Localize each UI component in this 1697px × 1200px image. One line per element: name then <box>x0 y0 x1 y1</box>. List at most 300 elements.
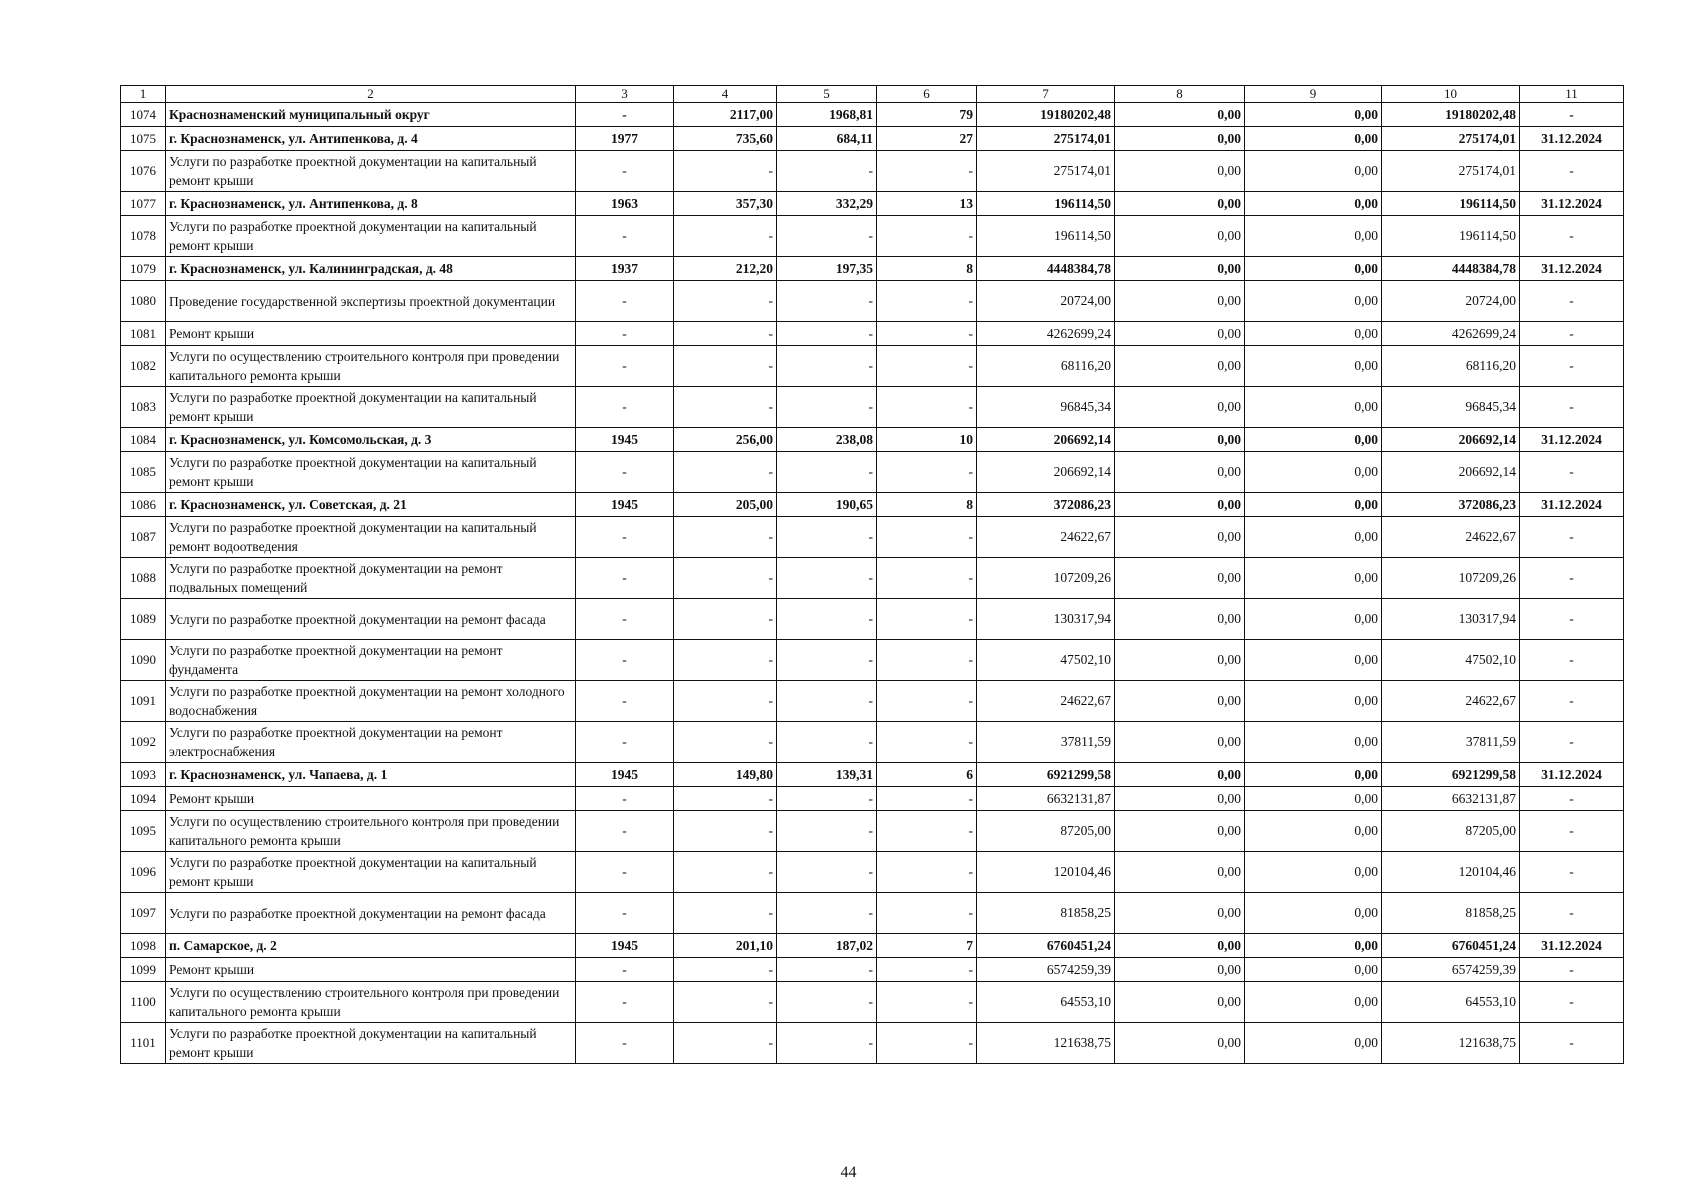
row-number: 1075 <box>121 127 166 151</box>
fund-cell: 0,00 <box>1115 493 1245 517</box>
budget-cell: 0,00 <box>1245 257 1382 281</box>
area-total-cell: - <box>674 322 777 346</box>
residents-cell: - <box>877 893 977 934</box>
cost-total-cell: 68116,20 <box>977 346 1115 387</box>
spacer-cell <box>1624 151 1666 192</box>
table-row <box>121 493 1666 517</box>
owners-funds-cell: 6760451,24 <box>1382 934 1520 958</box>
deadline-cell: 31.12.2024 <box>1520 763 1624 787</box>
budget-cell: 0,00 <box>1245 216 1382 257</box>
cost-total-cell: 20724,00 <box>977 281 1115 322</box>
spacer-cell <box>1624 722 1666 763</box>
owners-funds-cell: 196114,50 <box>1382 216 1520 257</box>
owners-funds-cell: 4448384,78 <box>1382 257 1520 281</box>
item-name: Услуги по осуществлению строительного контроля при проведении капитального ремонта крыши <box>166 982 576 1023</box>
spacer-cell <box>1624 127 1666 151</box>
table-row <box>121 982 1666 1023</box>
row-number: 1076 <box>121 151 166 192</box>
cost-total-cell: 47502,10 <box>977 640 1115 681</box>
year-cell: - <box>576 452 674 493</box>
item-name: Услуги по разработке проектной документации на ремонт подвальных помещений <box>166 558 576 599</box>
cost-total-cell: 6921299,58 <box>977 763 1115 787</box>
row-number: 1092 <box>121 722 166 763</box>
table-row <box>121 722 1666 763</box>
spacer-cell <box>1624 103 1666 127</box>
area-total-cell: - <box>674 958 777 982</box>
cost-total-cell: 206692,14 <box>977 452 1115 493</box>
residents-cell: - <box>877 346 977 387</box>
fund-cell: 0,00 <box>1115 599 1245 640</box>
owners-funds-cell: 196114,50 <box>1382 192 1520 216</box>
residents-cell: - <box>877 216 977 257</box>
owners-funds-cell: 24622,67 <box>1382 681 1520 722</box>
table-row <box>121 428 1666 452</box>
table-row <box>121 681 1666 722</box>
residents-cell: 8 <box>877 493 977 517</box>
deadline-cell: - <box>1520 640 1624 681</box>
budget-cell: 0,00 <box>1245 192 1382 216</box>
fund-cell: 0,00 <box>1115 640 1245 681</box>
area-living-cell: 332,29 <box>777 192 877 216</box>
row-number: 1099 <box>121 958 166 982</box>
year-cell: 1945 <box>576 763 674 787</box>
deadline-cell: - <box>1520 151 1624 192</box>
spacer-cell <box>1624 893 1666 934</box>
fund-cell: 0,00 <box>1115 893 1245 934</box>
residents-cell: - <box>877 599 977 640</box>
fund-cell: 0,00 <box>1115 811 1245 852</box>
area-total-cell: 735,60 <box>674 127 777 151</box>
deadline-cell: 31.12.2024 <box>1520 428 1624 452</box>
fund-cell: 0,00 <box>1115 322 1245 346</box>
area-living-cell: - <box>777 216 877 257</box>
year-cell: - <box>576 681 674 722</box>
item-name: г. Краснознаменск, ул. Комсомольская, д. 3 <box>166 428 576 452</box>
table-row <box>121 103 1666 127</box>
cost-total-cell: 37811,59 <box>977 722 1115 763</box>
header-cell: 9 <box>1245 86 1382 103</box>
fund-cell: 0,00 <box>1115 958 1245 982</box>
item-name: Услуги по разработке проектной документации на капитальный ремонт крыши <box>166 452 576 493</box>
year-cell: - <box>576 958 674 982</box>
owners-funds-cell: 372086,23 <box>1382 493 1520 517</box>
owners-funds-cell: 47502,10 <box>1382 640 1520 681</box>
area-living-cell: - <box>777 958 877 982</box>
table-row <box>121 452 1666 493</box>
area-total-cell: - <box>674 722 777 763</box>
area-total-cell: - <box>674 281 777 322</box>
spacer-cell <box>1624 452 1666 493</box>
residents-cell: - <box>877 787 977 811</box>
fund-cell: 0,00 <box>1115 216 1245 257</box>
cost-total-cell: 130317,94 <box>977 599 1115 640</box>
table-row <box>121 517 1666 558</box>
residents-cell: - <box>877 452 977 493</box>
row-number: 1089 <box>121 599 166 640</box>
budget-cell: 0,00 <box>1245 681 1382 722</box>
item-name: Услуги по разработке проектной документации на капитальный ремонт водоотведения <box>166 517 576 558</box>
area-total-cell: - <box>674 452 777 493</box>
residents-cell: - <box>877 1023 977 1064</box>
header-cell: 5 <box>777 86 877 103</box>
fund-cell: 0,00 <box>1115 787 1245 811</box>
owners-funds-cell: 121638,75 <box>1382 1023 1520 1064</box>
cost-total-cell: 206692,14 <box>977 428 1115 452</box>
year-cell: - <box>576 811 674 852</box>
deadline-cell: - <box>1520 322 1624 346</box>
deadline-cell: - <box>1520 103 1624 127</box>
area-total-cell: - <box>674 852 777 893</box>
deadline-cell: - <box>1520 893 1624 934</box>
residents-cell: 8 <box>877 257 977 281</box>
area-living-cell: - <box>777 722 877 763</box>
budget-cell: 0,00 <box>1245 852 1382 893</box>
year-cell: 1963 <box>576 192 674 216</box>
row-number: 1081 <box>121 322 166 346</box>
residents-cell: - <box>877 958 977 982</box>
owners-funds-cell: 120104,46 <box>1382 852 1520 893</box>
residents-cell: 13 <box>877 192 977 216</box>
item-name: Ремонт крыши <box>166 958 576 982</box>
year-cell: - <box>576 151 674 192</box>
owners-funds-cell: 96845,34 <box>1382 387 1520 428</box>
deadline-cell: - <box>1520 599 1624 640</box>
budget-cell: 0,00 <box>1245 558 1382 599</box>
table-row <box>121 387 1666 428</box>
cost-total-cell: 275174,01 <box>977 127 1115 151</box>
item-name: г. Краснознаменск, ул. Антипенкова, д. 8 <box>166 192 576 216</box>
area-total-cell: - <box>674 599 777 640</box>
deadline-cell: - <box>1520 387 1624 428</box>
deadline-cell: - <box>1520 787 1624 811</box>
cost-total-cell: 6632131,87 <box>977 787 1115 811</box>
spacer-cell <box>1624 493 1666 517</box>
fund-cell: 0,00 <box>1115 127 1245 151</box>
area-living-cell: - <box>777 787 877 811</box>
fund-cell: 0,00 <box>1115 517 1245 558</box>
year-cell: - <box>576 640 674 681</box>
area-living-cell: - <box>777 517 877 558</box>
area-living-cell: - <box>777 322 877 346</box>
spacer-cell <box>1624 852 1666 893</box>
residents-cell: - <box>877 281 977 322</box>
item-name: Проведение государственной экспертизы проектной документации <box>166 281 576 322</box>
cost-total-cell: 196114,50 <box>977 216 1115 257</box>
header-cell: 6 <box>877 86 977 103</box>
header-cell: 2 <box>166 86 576 103</box>
fund-cell: 0,00 <box>1115 192 1245 216</box>
deadline-cell: - <box>1520 558 1624 599</box>
row-number: 1083 <box>121 387 166 428</box>
spacer-cell <box>1624 599 1666 640</box>
deadline-cell: - <box>1520 722 1624 763</box>
header-cell: 3 <box>576 86 674 103</box>
budget-cell: 0,00 <box>1245 811 1382 852</box>
cost-total-cell: 24622,67 <box>977 681 1115 722</box>
area-living-cell: - <box>777 599 877 640</box>
residents-cell: 27 <box>877 127 977 151</box>
deadline-cell: - <box>1520 1023 1624 1064</box>
owners-funds-cell: 81858,25 <box>1382 893 1520 934</box>
spacer-cell <box>1624 1023 1666 1064</box>
table-row <box>121 934 1666 958</box>
table-row <box>121 763 1666 787</box>
spacer-cell <box>1624 763 1666 787</box>
row-number: 1079 <box>121 257 166 281</box>
row-number: 1101 <box>121 1023 166 1064</box>
spacer-cell <box>1624 346 1666 387</box>
table-row <box>121 893 1666 934</box>
budget-cell: 0,00 <box>1245 452 1382 493</box>
row-number: 1097 <box>121 893 166 934</box>
item-name: Услуги по осуществлению строительного контроля при проведении капитального ремонта крыши <box>166 811 576 852</box>
year-cell: - <box>576 982 674 1023</box>
owners-funds-cell: 6921299,58 <box>1382 763 1520 787</box>
header-cell: 10 <box>1382 86 1520 103</box>
item-name: Услуги по разработке проектной документации на капитальный ремонт крыши <box>166 387 576 428</box>
table-row <box>121 958 1666 982</box>
residents-cell: - <box>877 387 977 428</box>
cost-total-cell: 121638,75 <box>977 1023 1115 1064</box>
row-number: 1084 <box>121 428 166 452</box>
year-cell: - <box>576 103 674 127</box>
header-cell: 8 <box>1115 86 1245 103</box>
area-total-cell: - <box>674 151 777 192</box>
budget-cell: 0,00 <box>1245 151 1382 192</box>
table-row <box>121 192 1666 216</box>
area-total-cell: - <box>674 1023 777 1064</box>
year-cell: - <box>576 787 674 811</box>
year-cell: - <box>576 322 674 346</box>
deadline-cell: - <box>1520 852 1624 893</box>
row-number: 1094 <box>121 787 166 811</box>
deadline-cell: - <box>1520 281 1624 322</box>
row-number: 1091 <box>121 681 166 722</box>
budget-cell: 0,00 <box>1245 387 1382 428</box>
area-total-cell: - <box>674 982 777 1023</box>
spacer-cell <box>1624 257 1666 281</box>
cost-total-cell: 275174,01 <box>977 151 1115 192</box>
table-row <box>121 216 1666 257</box>
spacer-cell <box>1624 934 1666 958</box>
table-row <box>121 811 1666 852</box>
spacer-cell <box>1624 428 1666 452</box>
area-total-cell: 256,00 <box>674 428 777 452</box>
cost-total-cell: 81858,25 <box>977 893 1115 934</box>
row-number: 1087 <box>121 517 166 558</box>
area-total-cell: 212,20 <box>674 257 777 281</box>
deadline-cell: 31.12.2024 <box>1520 127 1624 151</box>
area-total-cell: - <box>674 811 777 852</box>
deadline-cell: 31.12.2024 <box>1520 493 1624 517</box>
year-cell: - <box>576 893 674 934</box>
spacer-cell <box>1624 192 1666 216</box>
budget-cell: 0,00 <box>1245 281 1382 322</box>
row-number: 1080 <box>121 281 166 322</box>
table-row <box>121 599 1666 640</box>
budget-cell: 0,00 <box>1245 346 1382 387</box>
residents-cell: - <box>877 558 977 599</box>
fund-cell: 0,00 <box>1115 257 1245 281</box>
area-living-cell: - <box>777 982 877 1023</box>
area-living-cell: - <box>777 640 877 681</box>
budget-cell: 0,00 <box>1245 722 1382 763</box>
area-living-cell: 187,02 <box>777 934 877 958</box>
area-total-cell: - <box>674 787 777 811</box>
year-cell: - <box>576 599 674 640</box>
year-cell: 1945 <box>576 428 674 452</box>
residents-cell: - <box>877 852 977 893</box>
header-cell: 4 <box>674 86 777 103</box>
item-name: Услуги по разработке проектной документации на капитальный ремонт крыши <box>166 1023 576 1064</box>
header-cell: 11 <box>1520 86 1624 103</box>
area-living-cell: 238,08 <box>777 428 877 452</box>
row-number: 1086 <box>121 493 166 517</box>
cost-total-cell: 4262699,24 <box>977 322 1115 346</box>
fund-cell: 0,00 <box>1115 681 1245 722</box>
area-living-cell: - <box>777 452 877 493</box>
table-row <box>121 281 1666 322</box>
area-living-cell: - <box>777 281 877 322</box>
fund-cell: 0,00 <box>1115 103 1245 127</box>
fund-cell: 0,00 <box>1115 346 1245 387</box>
spacer-cell <box>1624 517 1666 558</box>
spacer-cell <box>1624 811 1666 852</box>
fund-cell: 0,00 <box>1115 151 1245 192</box>
year-cell: - <box>576 722 674 763</box>
budget-cell: 0,00 <box>1245 493 1382 517</box>
budget-cell: 0,00 <box>1245 1023 1382 1064</box>
area-living-cell: - <box>777 558 877 599</box>
item-name: Ремонт крыши <box>166 322 576 346</box>
cost-total-cell: 96845,34 <box>977 387 1115 428</box>
budget-cell: 0,00 <box>1245 958 1382 982</box>
spacer-cell <box>1624 86 1666 103</box>
owners-funds-cell: 275174,01 <box>1382 127 1520 151</box>
year-cell: - <box>576 1023 674 1064</box>
residents-cell: - <box>877 517 977 558</box>
fund-cell: 0,00 <box>1115 558 1245 599</box>
spacer-cell <box>1624 787 1666 811</box>
table-row <box>121 787 1666 811</box>
area-living-cell: - <box>777 151 877 192</box>
spacer-cell <box>1624 558 1666 599</box>
owners-funds-cell: 107209,26 <box>1382 558 1520 599</box>
owners-funds-cell: 20724,00 <box>1382 281 1520 322</box>
budget-cell: 0,00 <box>1245 763 1382 787</box>
cost-total-cell: 107209,26 <box>977 558 1115 599</box>
residents-cell: - <box>877 811 977 852</box>
area-total-cell: 357,30 <box>674 192 777 216</box>
budget-cell: 0,00 <box>1245 787 1382 811</box>
item-name: Краснознаменский муниципальный округ <box>166 103 576 127</box>
residents-cell: 79 <box>877 103 977 127</box>
table-row <box>121 257 1666 281</box>
area-living-cell: 139,31 <box>777 763 877 787</box>
area-living-cell: - <box>777 893 877 934</box>
fund-cell: 0,00 <box>1115 387 1245 428</box>
table-row <box>121 346 1666 387</box>
year-cell: - <box>576 517 674 558</box>
item-name: г. Краснознаменск, ул. Чапаева, д. 1 <box>166 763 576 787</box>
deadline-cell: 31.12.2024 <box>1520 934 1624 958</box>
row-number: 1074 <box>121 103 166 127</box>
fund-cell: 0,00 <box>1115 982 1245 1023</box>
owners-funds-cell: 130317,94 <box>1382 599 1520 640</box>
item-name: Услуги по разработке проектной документации на ремонт фундамента <box>166 640 576 681</box>
area-total-cell: - <box>674 558 777 599</box>
fund-cell: 0,00 <box>1115 428 1245 452</box>
area-total-cell: - <box>674 346 777 387</box>
owners-funds-cell: 4262699,24 <box>1382 322 1520 346</box>
item-name: г. Краснознаменск, ул. Антипенкова, д. 4 <box>166 127 576 151</box>
item-name: г. Краснознаменск, ул. Советская, д. 21 <box>166 493 576 517</box>
document-page <box>120 85 1665 1064</box>
area-living-cell: 190,65 <box>777 493 877 517</box>
item-name: Услуги по разработке проектной документации на ремонт холодного водоснабжения <box>166 681 576 722</box>
deadline-cell: 31.12.2024 <box>1520 257 1624 281</box>
table-row <box>121 558 1666 599</box>
item-name: Услуги по разработке проектной документации на капитальный ремонт крыши <box>166 852 576 893</box>
item-name: п. Самарское, д. 2 <box>166 934 576 958</box>
row-number: 1090 <box>121 640 166 681</box>
row-number: 1077 <box>121 192 166 216</box>
page-number: 44 <box>840 1164 857 1181</box>
item-name: Услуги по разработке проектной документации на капитальный ремонт крыши <box>166 216 576 257</box>
cost-total-cell: 87205,00 <box>977 811 1115 852</box>
year-cell: - <box>576 216 674 257</box>
item-name: Услуги по разработке проектной документации на ремонт фасада <box>166 893 576 934</box>
budget-cell: 0,00 <box>1245 893 1382 934</box>
row-number: 1082 <box>121 346 166 387</box>
row-number: 1095 <box>121 811 166 852</box>
owners-funds-cell: 275174,01 <box>1382 151 1520 192</box>
spacer-cell <box>1624 216 1666 257</box>
cost-total-cell: 64553,10 <box>977 982 1115 1023</box>
header-cell: 1 <box>121 86 166 103</box>
item-name: г. Краснознаменск, ул. Калининградская, д. 48 <box>166 257 576 281</box>
row-number: 1088 <box>121 558 166 599</box>
spacer-cell <box>1624 387 1666 428</box>
deadline-cell: - <box>1520 452 1624 493</box>
table-row <box>121 640 1666 681</box>
cost-total-cell: 6760451,24 <box>977 934 1115 958</box>
header-row <box>121 86 1666 103</box>
table-row <box>121 322 1666 346</box>
header-cell: 7 <box>977 86 1115 103</box>
area-living-cell: - <box>777 811 877 852</box>
year-cell: 1945 <box>576 934 674 958</box>
residents-cell: - <box>877 640 977 681</box>
owners-funds-cell: 206692,14 <box>1382 428 1520 452</box>
cost-total-cell: 19180202,48 <box>977 103 1115 127</box>
area-living-cell: 197,35 <box>777 257 877 281</box>
item-name: Услуги по осуществлению строительного контроля при проведении капитального ремонта крыши <box>166 346 576 387</box>
deadline-cell: - <box>1520 982 1624 1023</box>
owners-funds-cell: 24622,67 <box>1382 517 1520 558</box>
item-name: Услуги по разработке проектной документации на капитальный ремонт крыши <box>166 151 576 192</box>
table-row <box>121 852 1666 893</box>
fund-cell: 0,00 <box>1115 452 1245 493</box>
year-cell: 1977 <box>576 127 674 151</box>
year-cell: - <box>576 852 674 893</box>
table-row <box>121 1023 1666 1064</box>
year-cell: - <box>576 281 674 322</box>
area-living-cell: - <box>777 852 877 893</box>
area-total-cell: - <box>674 681 777 722</box>
residents-cell: - <box>877 151 977 192</box>
residents-cell: - <box>877 982 977 1023</box>
